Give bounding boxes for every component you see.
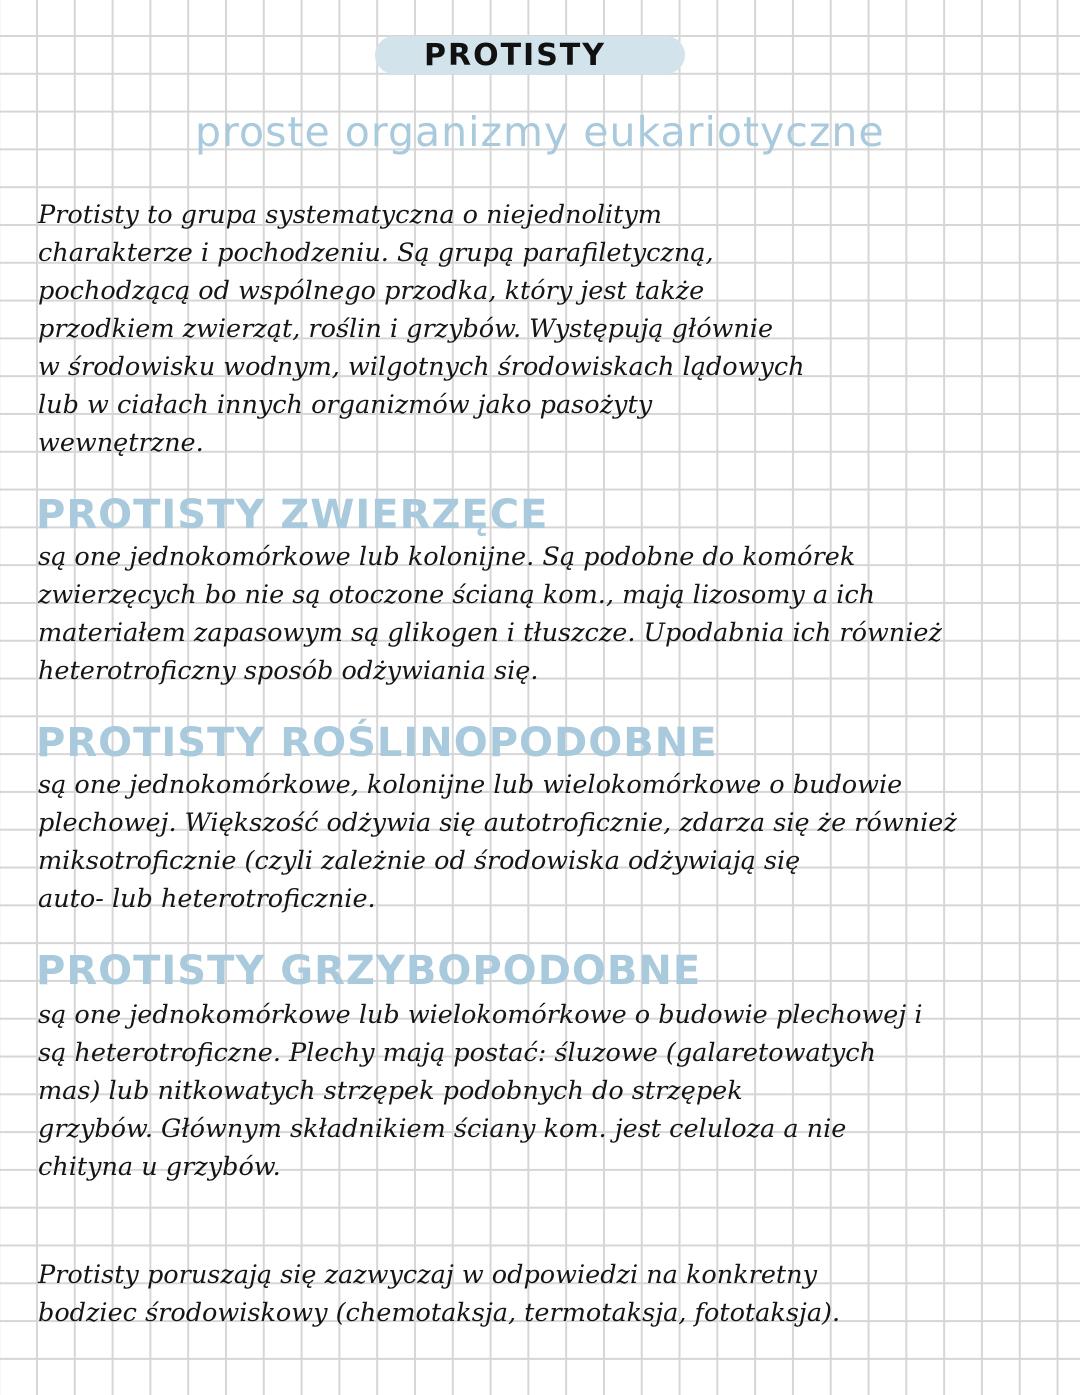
text-line: są heterotroficzne. Plechy mają postać: śluzowe (galaretowatych	[38, 1038, 877, 1068]
text-line: lub w ciałach innych organizmów jako pasożyty	[38, 390, 653, 420]
text-line: przodkiem zwierząt, roślin i grzybów. Występują głównie	[38, 314, 774, 344]
text-line: chityna u grzybów.	[38, 1152, 281, 1182]
text-line: Protisty poruszają się zazwyczaj w odpowiedzi na konkretny	[38, 1260, 817, 1290]
text-line: materiałem zapasowym są glikogen i tłuszcze. Upodabnia ich również	[38, 618, 942, 648]
text-line: mas) lub nitkowatych strzępek podobnych do strzępek	[38, 1076, 743, 1106]
text-line: pochodzącą od wspólnego przodka, który jest także	[38, 276, 705, 306]
section-heading-roslinopodobne: PROTISTY ROŚLINOPODOBNE	[36, 720, 718, 766]
text-line: charakterze i pochodzeniu. Są grupą parafiletyczną,	[38, 238, 714, 268]
text-line: zwierzęcych bo nie są otoczone ścianą kom., mają lizosomy a ich	[38, 580, 876, 610]
title-pill	[375, 36, 685, 74]
text-line: plechowej. Większość odżywia się autotroficznie, zdarza się że również	[38, 808, 957, 838]
text-line: są one jednokomórkowe lub wielokomórkowe o budowie plechowej i	[38, 1000, 923, 1030]
section-body-zwierzece	[38, 538, 1078, 690]
text-line: w środowisku wodnym, wilgotnych środowiskach lądowych	[38, 352, 805, 382]
text-line: bodziec środowiskowy (chemotaksja, termotaksja, fototaksja).	[38, 1298, 841, 1328]
section-body-grzybopodobne	[38, 996, 1078, 1186]
outro-paragraph	[38, 1256, 1078, 1332]
text-line: miksotroficznie (czyli zależnie od środowiska odżywiają się	[38, 846, 801, 876]
text-line: heterotroficzny sposób odżywiania się.	[38, 656, 539, 686]
text-line: grzybów. Głównym składnikiem ściany kom. jest celuloza a nie	[38, 1114, 847, 1144]
text-line: są one jednokomórkowe, kolonijne lub wielokomórkowe o budowie	[38, 770, 903, 800]
text-line: są one jednokomórkowe lub kolonijne. Są podobne do komórek	[38, 542, 856, 572]
section-body-roslinopodobne	[38, 766, 1078, 918]
text-line: Protisty to grupa systematyczna o niejednolitym	[38, 200, 662, 230]
intro-paragraph	[38, 196, 1078, 462]
text-line: wewnętrzne.	[38, 428, 204, 458]
section-heading-grzybopodobne: PROTISTY GRZYBOPODOBNE	[36, 948, 702, 994]
page-subtitle: proste organizmy eukariotyczne	[195, 108, 885, 156]
text-line: auto- lub heterotroficznie.	[38, 884, 376, 914]
page-title: PROTISTY	[423, 37, 606, 73]
section-heading-zwierzece: PROTISTY ZWIERZĘCE	[36, 492, 549, 538]
